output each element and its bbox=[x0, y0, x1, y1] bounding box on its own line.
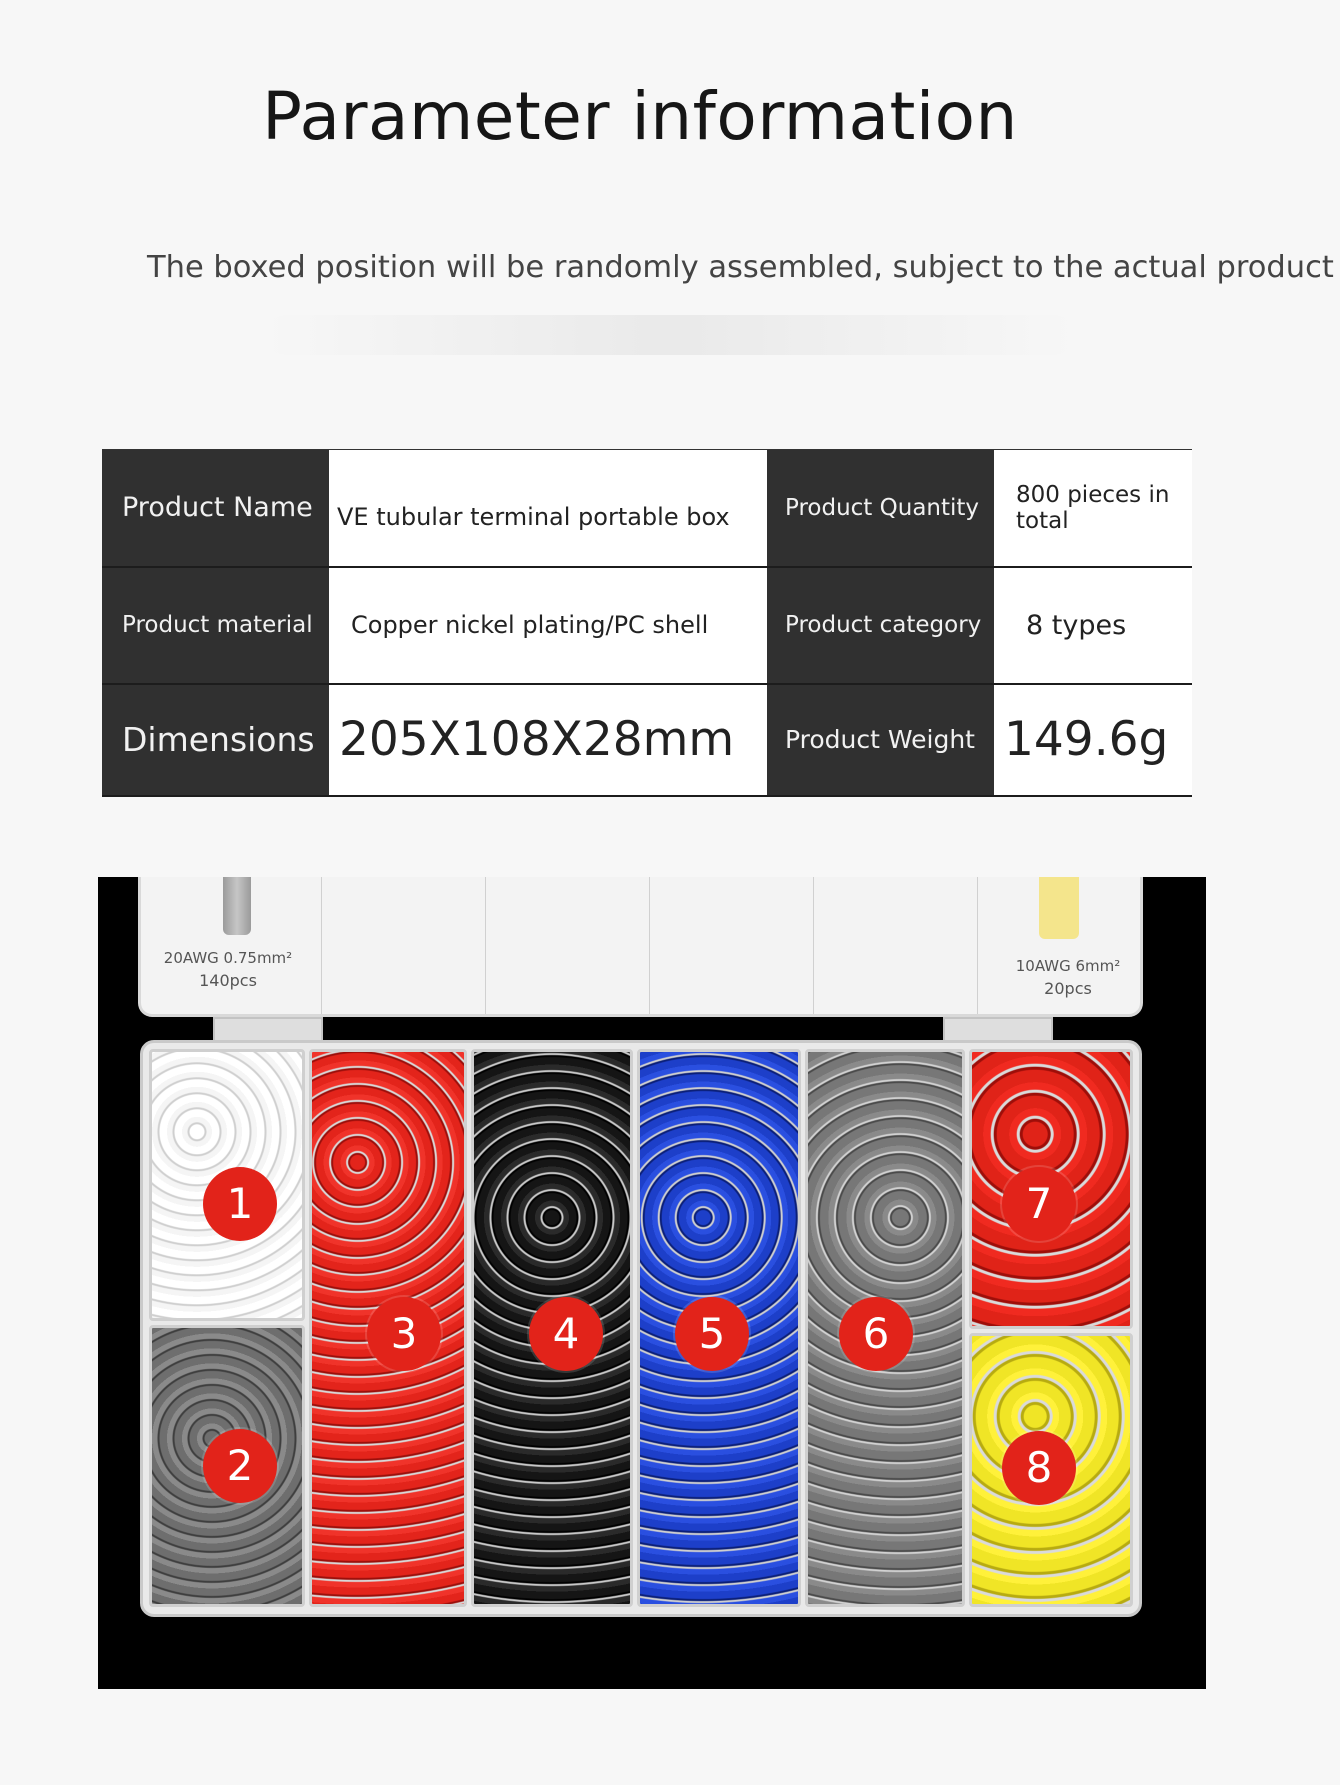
product-name-value: VE tubular terminal portable box bbox=[329, 450, 767, 567]
lid-label-spec: 20AWG 0.75mm² bbox=[163, 949, 293, 967]
table-row bbox=[102, 450, 1192, 567]
compartment-badge: 4 bbox=[529, 1297, 603, 1371]
product-category-value: 8 types bbox=[994, 567, 1192, 684]
faded-background-text bbox=[265, 315, 1075, 355]
box-lid bbox=[138, 877, 1143, 1017]
table-row bbox=[102, 567, 1192, 684]
lid-label-count: 20pcs bbox=[1044, 979, 1092, 998]
ferrule-sample-yellow bbox=[1039, 877, 1079, 939]
page-title: Parameter information bbox=[262, 78, 1018, 155]
lid-label-spec: 10AWG 6mm² bbox=[1015, 957, 1121, 975]
compartment-badge: 2 bbox=[203, 1429, 277, 1503]
dimensions-label: Dimensions bbox=[102, 684, 329, 796]
product-photo bbox=[98, 877, 1206, 1689]
page-subtitle: The boxed position will be randomly assembled, subject to the actual product bbox=[147, 250, 1334, 285]
compartment-badge: 6 bbox=[839, 1297, 913, 1371]
dimensions-value: 205X108X28mm bbox=[329, 684, 767, 796]
compartment-badge: 8 bbox=[1002, 1431, 1076, 1505]
lid-label-count: 140pcs bbox=[199, 971, 257, 990]
lid-label-right bbox=[993, 957, 1143, 998]
product-quantity-value: 800 pieces in total bbox=[994, 450, 1192, 567]
compartment-badge: 7 bbox=[1002, 1167, 1076, 1241]
product-name-label: Product Name bbox=[102, 450, 329, 567]
table-row bbox=[102, 684, 1192, 796]
product-quantity-label: Product Quantity bbox=[767, 450, 994, 567]
compartment-badge: 3 bbox=[367, 1297, 441, 1371]
product-material-value: Copper nickel plating/PC shell bbox=[329, 567, 767, 684]
product-category-label: Product category bbox=[767, 567, 994, 684]
organizer-box bbox=[140, 1040, 1142, 1617]
compartment-badge: 1 bbox=[203, 1167, 277, 1241]
product-material-label: Product material bbox=[102, 567, 329, 684]
ferrule-sample-grey bbox=[223, 877, 251, 935]
compartment-badge: 5 bbox=[675, 1297, 749, 1371]
product-weight-label: Product Weight bbox=[767, 684, 994, 796]
lid-label-left bbox=[153, 949, 303, 990]
parameter-table bbox=[102, 449, 1192, 797]
product-weight-value: 149.6g bbox=[994, 684, 1192, 796]
